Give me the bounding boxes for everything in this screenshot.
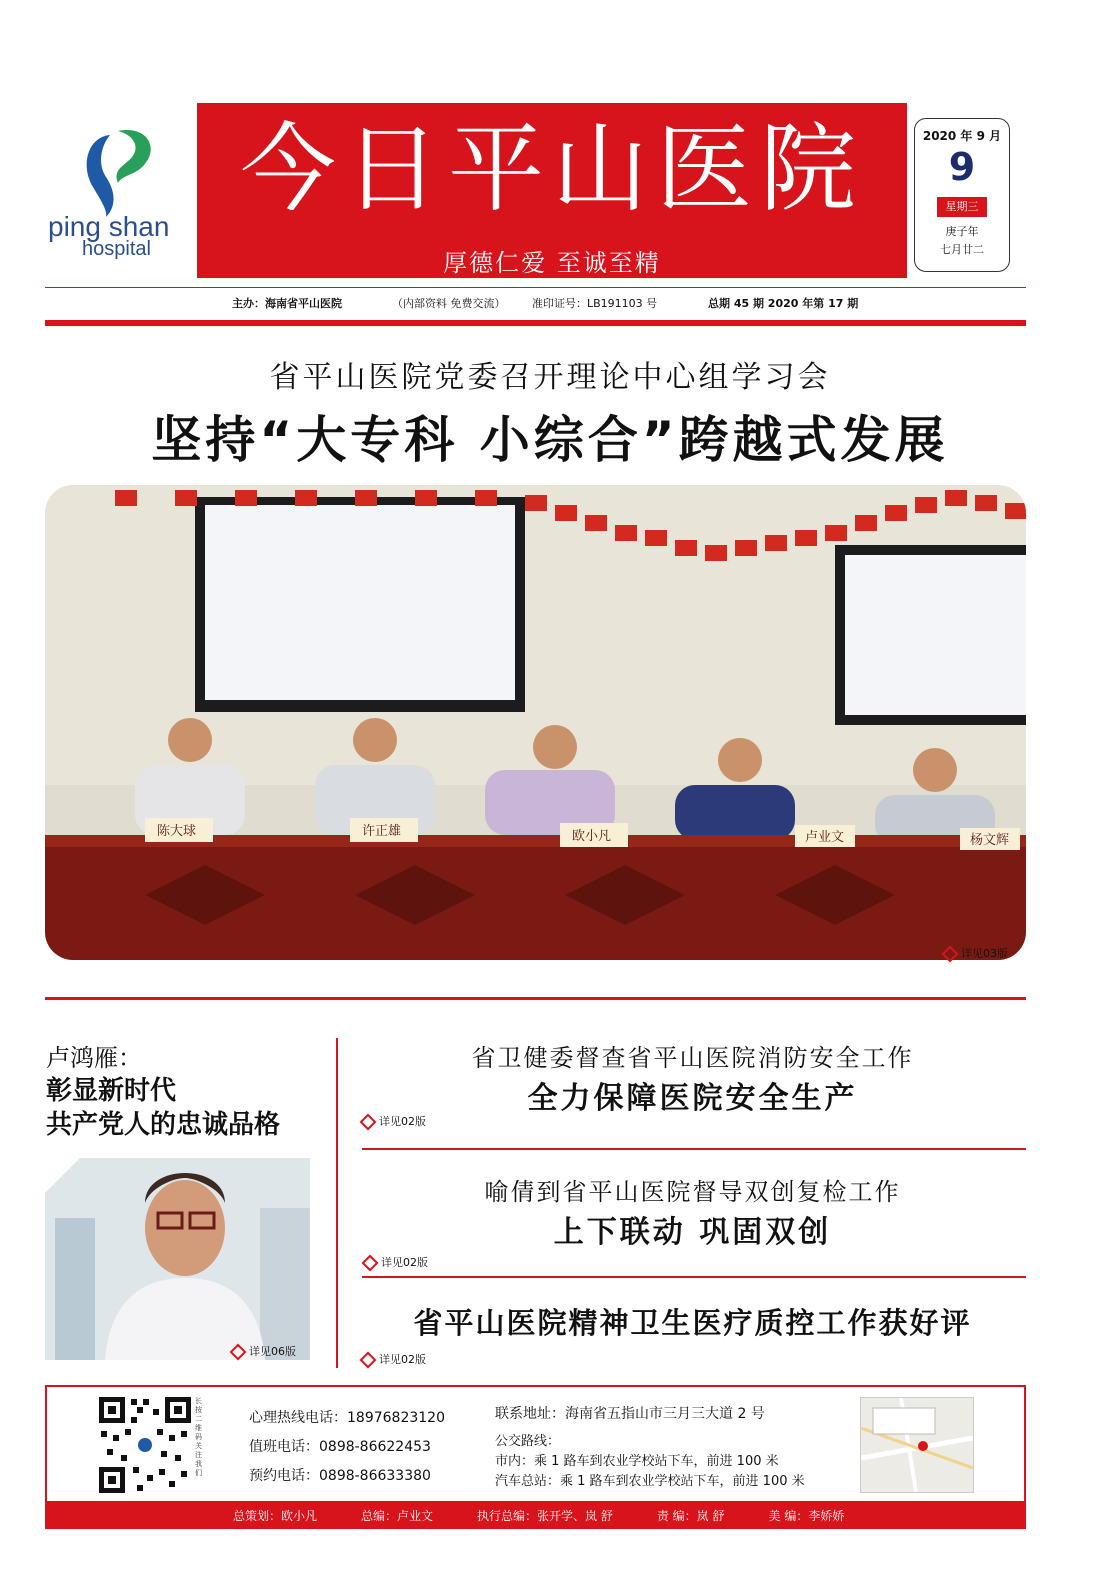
newspaper-motto: 厚德仁爱 至诚至精 xyxy=(443,249,661,277)
date-day: 9 xyxy=(948,145,976,189)
credit-planner: 总策划：欧小凡 xyxy=(233,1509,318,1523)
nameplate-1: 陈大球 xyxy=(157,824,197,839)
news2-subtitle: 喻倩到省平山医院督导双创复检工作 xyxy=(484,1178,901,1206)
contact-box xyxy=(45,1385,1026,1503)
credit-duty-editor: 责 编：岚 舒 xyxy=(656,1509,725,1523)
bus-station: 汽车总站：乘 1 路车到农业学校站下车，前进 100 米 xyxy=(495,1474,805,1489)
lead-title: 坚持“大专科 小综合”跨越式发展 xyxy=(151,411,949,469)
date-weekday: 星期三 xyxy=(937,197,987,217)
feature-line2: 共产党人的忠诚品格 xyxy=(46,1110,281,1140)
lunar-year: 庚子年 xyxy=(945,225,979,238)
news1-title: 全力保障医院安全生产 xyxy=(527,1081,858,1116)
hospital-logo xyxy=(48,125,193,265)
diamond-icon xyxy=(362,1255,379,1272)
rule-section xyxy=(45,997,1026,1000)
news2-see-label: 详见02版 xyxy=(381,1256,428,1269)
map-icon xyxy=(861,1398,973,1492)
feature-see-ref[interactable] xyxy=(232,1343,296,1359)
feature-photo xyxy=(45,1158,310,1360)
nameplate-4: 卢业文 xyxy=(805,830,845,845)
qr-caption: 长按二维码关注我们 xyxy=(195,1397,202,1477)
date-box xyxy=(914,118,1010,272)
news3-see-ref[interactable] xyxy=(362,1351,426,1367)
bus-city: 市内：乘 1 路车到农业学校站下车，前进 100 米 xyxy=(495,1454,779,1469)
news1-see-ref[interactable] xyxy=(362,1113,426,1129)
credit-editor: 总编：卢业文 xyxy=(361,1509,434,1523)
nameplate-2: 许正雄 xyxy=(362,824,402,839)
feature-name: 卢鸿雁： xyxy=(46,1044,142,1072)
column-divider xyxy=(336,1038,338,1368)
lead-photo xyxy=(45,485,1026,960)
newspaper-title: 今日平山医院 xyxy=(240,113,864,225)
location-map[interactable] xyxy=(860,1397,974,1493)
news2-title: 上下联动 巩固双创 xyxy=(553,1215,832,1250)
internal-note: （内部资料 免费交流） xyxy=(392,297,506,310)
rule-top xyxy=(45,287,1026,288)
logo-line1: ping shan xyxy=(48,211,170,242)
news1-see-label: 详见02版 xyxy=(379,1115,426,1128)
credit-art: 美 编：李娇娇 xyxy=(768,1509,845,1523)
hotline: 心理热线电话：18976823120 xyxy=(249,1410,445,1426)
feature-see-label: 详见06版 xyxy=(249,1345,296,1358)
date-year-month: 2020 年 9 月 xyxy=(922,129,1002,143)
credits-bar xyxy=(45,1503,1026,1529)
news-rule-2 xyxy=(362,1276,1026,1278)
diamond-icon xyxy=(360,1352,377,1369)
qr-code-icon xyxy=(97,1395,193,1495)
news-rule-1 xyxy=(362,1148,1026,1150)
nameplate-5: 杨文辉 xyxy=(970,833,1010,848)
nameplate-3: 欧小凡 xyxy=(572,829,612,844)
diamond-icon xyxy=(942,946,959,963)
booking-phone: 预约电话：0898-86633380 xyxy=(249,1468,431,1484)
bus-title: 公交路线： xyxy=(495,1434,561,1449)
issue-number: 总期 45 期 2020 年第 17 期 xyxy=(708,297,859,310)
credit-exec: 执行总编：张开学、岚 舒 xyxy=(477,1509,613,1523)
qr-code[interactable] xyxy=(97,1395,207,1495)
news3-title: 省平山医院精神卫生医疗质控工作获好评 xyxy=(413,1306,972,1340)
news1-subtitle: 省卫健委督查省平山医院消防安全工作 xyxy=(471,1044,914,1072)
news3-see-label: 详见02版 xyxy=(379,1353,426,1366)
lead-see-ref[interactable] xyxy=(944,945,1008,961)
duty-phone: 值班电话：0898-86622453 xyxy=(249,1439,431,1455)
feature-line1: 彰显新时代 xyxy=(46,1076,177,1106)
sponsor: 主办：海南省平山医院 xyxy=(232,297,342,310)
diamond-icon xyxy=(230,1344,247,1361)
print-permit: 准印证号：LB191103 号 xyxy=(532,297,658,310)
diamond-icon xyxy=(360,1114,377,1131)
lead-subtitle: 省平山医院党委召开理论中心组学习会 xyxy=(269,360,831,395)
logo-line2: hospital xyxy=(82,238,151,260)
masthead xyxy=(197,103,907,278)
rule-thick xyxy=(45,320,1026,326)
logo-mark-icon xyxy=(48,125,193,220)
meeting-photo xyxy=(45,485,1026,960)
news2-see-ref[interactable] xyxy=(364,1254,428,1270)
lead-see-label: 详见03版 xyxy=(961,947,1008,960)
lunar-day: 七月廿二 xyxy=(940,243,984,256)
address: 联系地址：海南省五指山市三月三大道 2 号 xyxy=(495,1406,765,1422)
